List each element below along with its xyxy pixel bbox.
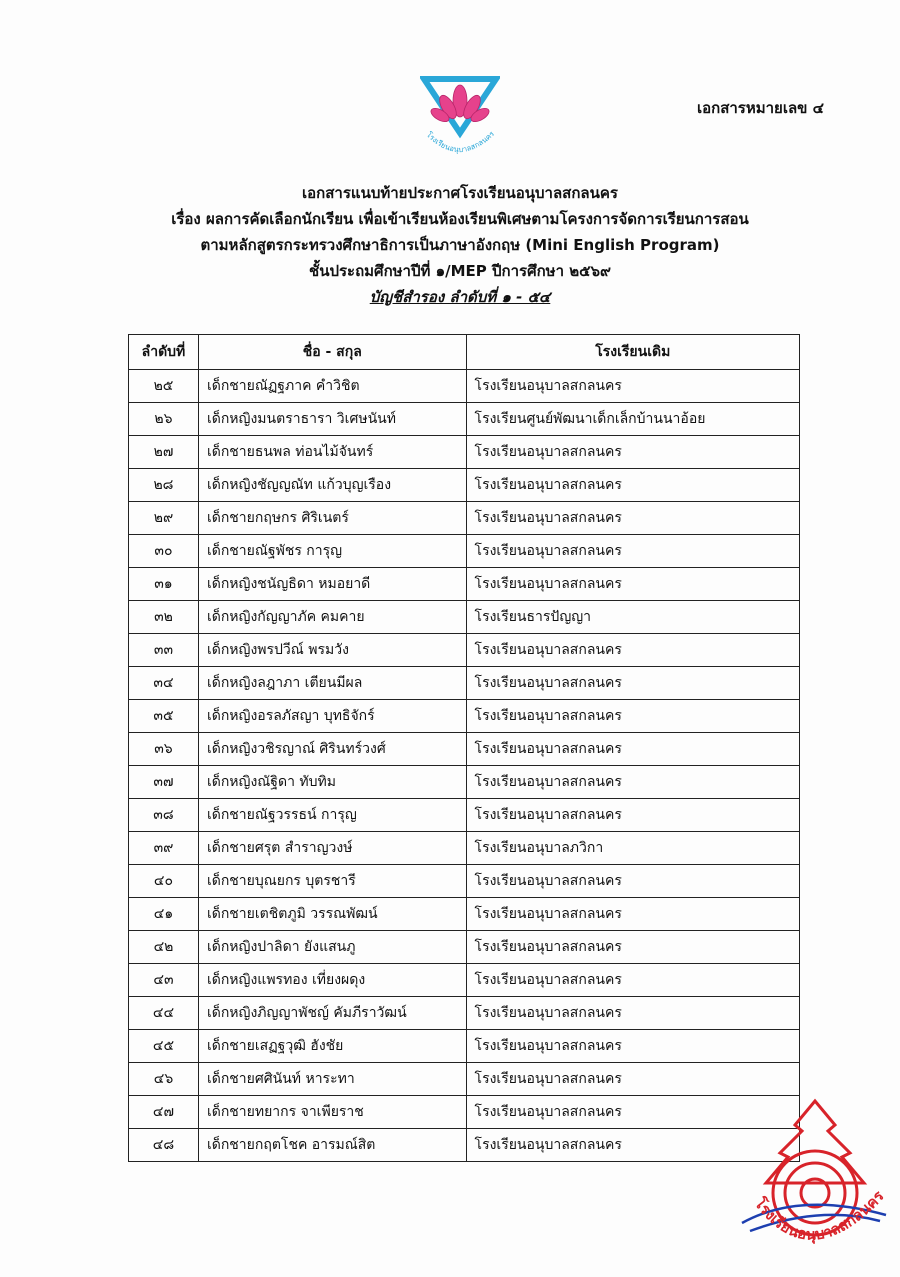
previous-school: โรงเรียนอนุบาลสกลนคร [466,469,799,502]
previous-school: โรงเรียนอนุบาลสกลนคร [466,1063,799,1096]
row-number: ๔๘ [129,1129,199,1162]
row-number: ๓๔ [129,667,199,700]
student-name: เด็กหญิงชัญญณัท แก้วบุญเรือง [198,469,466,502]
student-name: เด็กหญิงณัฐิดา ทับทิม [198,766,466,799]
row-number: ๓๐ [129,535,199,568]
table-row [129,1129,800,1162]
previous-school: โรงเรียนอนุบาลสกลนคร [466,700,799,733]
row-number: ๔๐ [129,865,199,898]
row-number: ๓๕ [129,700,199,733]
student-name: เด็กหญิงกัญญาภัค คมคาย [198,601,466,634]
student-name: เด็กหญิงวชิรญาณ์ ศิรินทร์วงศ์ [198,733,466,766]
row-number: ๒๕ [129,370,199,403]
previous-school: โรงเรียนอนุบาลสกลนคร [466,370,799,403]
school-seal-stamp [740,1095,890,1270]
student-name: เด็กชายบุณยกร บุตรชารี [198,865,466,898]
heading-line-4: ชั้นประถมศึกษาปีที่ ๑/MEP ปีการศึกษา ๒๕๖๙ [309,262,611,280]
student-name: เด็กชายณัฐวรรธน์ การุญ [198,799,466,832]
student-name: เด็กหญิงมนตราธารา วิเศษนันท์ [198,403,466,436]
heading-line-2: เรื่อง ผลการคัดเลือกนักเรียน เพื่อเข้าเรียนห้องเรียนพิเศษตามโครงการจัดการเรียนการสอน [171,210,749,228]
student-name: เด็กหญิงปาลิดา ยังแสนภู [198,931,466,964]
table-row [129,436,800,469]
document-heading [60,180,860,310]
previous-school: โรงเรียนอนุบาลสกลนคร [466,535,799,568]
student-name: เด็กชายกฤษกร ศิริเนตร์ [198,502,466,535]
student-name: เด็กหญิงพรปวีณ์ พรมวัง [198,634,466,667]
student-name: เด็กชายทยากร จาเพียราช [198,1096,466,1129]
row-number: ๔๗ [129,1096,199,1129]
previous-school: โรงเรียนอนุบาลสกลนคร [466,634,799,667]
table-row [129,1096,800,1129]
row-number: ๔๒ [129,931,199,964]
row-number: ๓๘ [129,799,199,832]
student-name: เด็กชายณัฏฐภาค คำวิชิต [198,370,466,403]
table-row [129,931,800,964]
row-number: ๔๓ [129,964,199,997]
student-name: เด็กชายกฤตโชค อารมณ์สิต [198,1129,466,1162]
row-number: ๓๑ [129,568,199,601]
table-row [129,997,800,1030]
table-row [129,634,800,667]
student-name: เด็กชายศรุต สำราญวงษ์ [198,832,466,865]
student-name: เด็กชายศศินันท์ หาระทา [198,1063,466,1096]
previous-school: โรงเรียนธารปัญญา [466,601,799,634]
heading-line-1: เอกสารแนบท้ายประกาศโรงเรียนอนุบาลสกลนคร [302,184,618,202]
table-row [129,502,800,535]
table-row [129,898,800,931]
previous-school: โรงเรียนอนุบาลสกลนคร [466,766,799,799]
student-name: เด็กหญิงลฎาภา เตียนมีผล [198,667,466,700]
table-row [129,964,800,997]
header-no: ลำดับที่ [129,335,199,370]
list-subtitle: บัญชีสำรอง ลำดับที่ ๑ - ๕๔ [369,288,551,306]
student-name: เด็กชายธนพล ท่อนไม้จันทร์ [198,436,466,469]
student-name: เด็กหญิงภิญญาพัชญ์ คัมภีราวัฒน์ [198,997,466,1030]
row-number: ๓๒ [129,601,199,634]
table-row [129,667,800,700]
school-logo [420,75,500,160]
logo-text: โรงเรียนอนุบาลสกลนคร [424,129,497,155]
table-row [129,1063,800,1096]
previous-school: โรงเรียนอนุบาลสกลนคร [466,667,799,700]
seal-text: โรงเรียนอนุบาลสกลนคร [750,1187,888,1244]
row-number: ๔๕ [129,1030,199,1063]
previous-school: โรงเรียนอนุบาลสกลนคร [466,502,799,535]
previous-school: โรงเรียนอนุบาลสกลนคร [466,436,799,469]
row-number: ๔๖ [129,1063,199,1096]
row-number: ๓๗ [129,766,199,799]
student-name: เด็กหญิงอรลภัสญา บุทธิจักร์ [198,700,466,733]
previous-school: โรงเรียนอนุบาลสกลนคร [466,997,799,1030]
row-number: ๒๗ [129,436,199,469]
table-row [129,403,800,436]
previous-school: โรงเรียนอนุบาลสกลนคร [466,568,799,601]
row-number: ๒๖ [129,403,199,436]
previous-school: โรงเรียนอนุบาลภวิกา [466,832,799,865]
row-number: ๓๓ [129,634,199,667]
student-name: เด็กชายเตชิตภูมิ วรรณพัฒน์ [198,898,466,931]
previous-school: โรงเรียนอนุบาลสกลนคร [466,799,799,832]
table-row [129,799,800,832]
row-number: ๒๙ [129,502,199,535]
row-number: ๓๙ [129,832,199,865]
row-number: ๔๑ [129,898,199,931]
table-row [129,832,800,865]
previous-school: โรงเรียนอนุบาลสกลนคร [466,1129,799,1162]
student-name: เด็กหญิงชนัญธิดา หมอยาดี [198,568,466,601]
student-name: เด็กชายณัฐพัชร การุญ [198,535,466,568]
row-number: ๒๘ [129,469,199,502]
header-school: โรงเรียนเดิม [466,335,799,370]
row-number: ๔๔ [129,997,199,1030]
document-number: เอกสารหมายเลข ๔ [697,99,824,117]
table-header-row [129,335,800,370]
heading-line-3: ตามหลักสูตรกระทรวงศึกษาธิการเป็นภาษาอังกฤษ (Mini English Program) [200,236,720,254]
table-row [129,601,800,634]
table-row [129,733,800,766]
row-number: ๓๖ [129,733,199,766]
previous-school: โรงเรียนอนุบาลสกลนคร [466,931,799,964]
table-row [129,535,800,568]
student-name: เด็กหญิงแพรทอง เที่ยงผดุง [198,964,466,997]
student-name: เด็กชายเสฏฐวุฒิ ฮังชัย [198,1030,466,1063]
table-row [129,1030,800,1063]
table-row [129,766,800,799]
previous-school: โรงเรียนอนุบาลสกลนคร [466,733,799,766]
previous-school: โรงเรียนอนุบาลสกลนคร [466,1030,799,1063]
previous-school: โรงเรียนอนุบาลสกลนคร [466,1096,799,1129]
previous-school: โรงเรียนอนุบาลสกลนคร [466,898,799,931]
header-name: ชื่อ - สกุล [198,335,466,370]
table-row [129,469,800,502]
table-row [129,370,800,403]
previous-school: โรงเรียนอนุบาลสกลนคร [466,865,799,898]
reserve-list-table [128,334,800,1162]
table-row [129,568,800,601]
previous-school: โรงเรียนศูนย์พัฒนาเด็กเล็กบ้านนาอ้อย [466,403,799,436]
table-row [129,700,800,733]
previous-school: โรงเรียนอนุบาลสกลนคร [466,964,799,997]
table-row [129,865,800,898]
